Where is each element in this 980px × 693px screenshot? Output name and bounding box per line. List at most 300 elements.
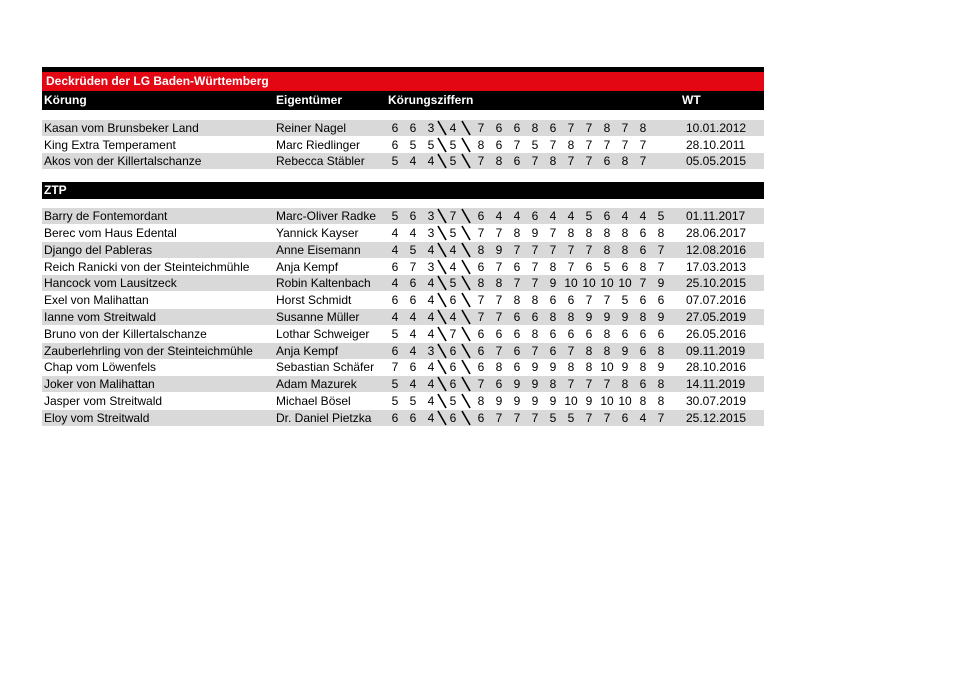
score-digit: 5 bbox=[391, 326, 399, 341]
score-digit: 9 bbox=[657, 360, 665, 375]
score-digit: 5 bbox=[391, 393, 399, 408]
score-digit: 7 bbox=[639, 276, 647, 291]
separator-slash bbox=[461, 153, 471, 169]
score-digit: 9 bbox=[621, 343, 629, 358]
score-digit: 8 bbox=[603, 326, 611, 341]
score-digit: 6 bbox=[391, 259, 399, 274]
score-digit: 8 bbox=[657, 377, 665, 392]
owner-name: Adam Mazurek bbox=[276, 377, 357, 392]
score-digit: 7 bbox=[495, 225, 503, 240]
wt-date: 17.03.2013 bbox=[686, 259, 747, 274]
score-digit: 5 bbox=[549, 410, 557, 425]
score-digit: 5 bbox=[657, 209, 665, 224]
wt-date: 25.12.2015 bbox=[686, 410, 747, 425]
dog-name: Django del Pableras bbox=[44, 242, 153, 257]
separator-slash bbox=[437, 326, 447, 342]
score-digit: 4 bbox=[639, 410, 647, 425]
score-digit: 4 bbox=[427, 242, 435, 257]
separator-slash bbox=[437, 376, 447, 392]
score-digit: 6 bbox=[495, 120, 503, 135]
score-digit: 7 bbox=[621, 137, 629, 152]
score-digit: 4 bbox=[427, 276, 435, 291]
score-digit: 8 bbox=[495, 360, 503, 375]
score-digit: 7 bbox=[495, 293, 503, 308]
score-digit: 7 bbox=[495, 259, 503, 274]
score-digit: 8 bbox=[621, 154, 629, 169]
score-digit: 3 bbox=[427, 225, 435, 240]
score-digit: 8 bbox=[567, 309, 575, 324]
table-row bbox=[42, 259, 764, 275]
score-digit: 8 bbox=[657, 343, 665, 358]
score-digit: 6 bbox=[391, 137, 399, 152]
score-digit: 4 bbox=[495, 209, 503, 224]
score-digit: 5 bbox=[567, 410, 575, 425]
owner-name: Horst Schmidt bbox=[276, 293, 352, 308]
score-digit: 6 bbox=[409, 293, 417, 308]
score-digit: 8 bbox=[567, 360, 575, 375]
score-digit: 9 bbox=[495, 242, 503, 257]
score-digit: 7 bbox=[585, 410, 593, 425]
score-digit: 6 bbox=[621, 410, 629, 425]
score-digit: 10 bbox=[564, 276, 578, 291]
score-digit: 7 bbox=[513, 276, 521, 291]
score-digit: 8 bbox=[639, 259, 647, 274]
score-digit: 6 bbox=[639, 343, 647, 358]
score-digit: 8 bbox=[549, 377, 557, 392]
table-row bbox=[42, 225, 764, 241]
header-koerung: Körung bbox=[44, 93, 87, 107]
score-digit: 5 bbox=[391, 154, 399, 169]
score-digit: 7 bbox=[639, 137, 647, 152]
score-digit: 6 bbox=[513, 343, 521, 358]
dog-name: Reich Ranicki von der Steinteichmühle bbox=[44, 259, 250, 274]
score-digit: 4 bbox=[409, 154, 417, 169]
score-digit: 10 bbox=[600, 360, 614, 375]
score-digit: 7 bbox=[603, 293, 611, 308]
score-digit: 8 bbox=[549, 154, 557, 169]
score-digit: 8 bbox=[603, 225, 611, 240]
separator-slash bbox=[461, 359, 471, 375]
dog-name: King Extra Temperament bbox=[44, 137, 176, 152]
dog-name: Akos von der Killertalschanze bbox=[44, 154, 202, 169]
score-digit: 7 bbox=[477, 309, 485, 324]
table-row bbox=[42, 309, 764, 325]
table-title: Deckrüden der LG Baden-Württemberg bbox=[42, 72, 764, 91]
table-row bbox=[42, 208, 764, 224]
score-digit: 5 bbox=[449, 393, 457, 408]
score-digit: 4 bbox=[391, 225, 399, 240]
score-digit: 5 bbox=[449, 276, 457, 291]
score-digit: 8 bbox=[621, 225, 629, 240]
score-digit: 8 bbox=[477, 242, 485, 257]
dog-name: Jasper vom Streitwald bbox=[44, 393, 163, 408]
score-digit: 7 bbox=[585, 242, 593, 257]
score-digit: 9 bbox=[531, 360, 539, 375]
wt-date: 14.11.2019 bbox=[686, 377, 746, 392]
score-digit: 5 bbox=[391, 209, 399, 224]
score-digit: 4 bbox=[427, 377, 435, 392]
score-digit: 3 bbox=[427, 259, 435, 274]
score-digit: 6 bbox=[449, 360, 457, 375]
score-digit: 5 bbox=[409, 242, 417, 257]
owner-name: Sebastian Schäfer bbox=[276, 360, 375, 375]
score-digit: 6 bbox=[477, 259, 485, 274]
owner-name: Marc Riedlinger bbox=[276, 137, 361, 152]
score-digit: 7 bbox=[531, 259, 539, 274]
score-digit: 6 bbox=[513, 309, 521, 324]
score-digit: 8 bbox=[531, 326, 539, 341]
score-digit: 4 bbox=[427, 360, 435, 375]
wt-date: 27.05.2019 bbox=[686, 309, 747, 324]
owner-name: Rebecca Stäbler bbox=[276, 154, 365, 169]
score-digit: 5 bbox=[449, 137, 457, 152]
score-digit: 7 bbox=[477, 377, 485, 392]
score-digit: 8 bbox=[585, 360, 593, 375]
separator-slash bbox=[461, 120, 471, 136]
score-digit: 5 bbox=[621, 293, 629, 308]
score-digit: 9 bbox=[585, 309, 593, 324]
score-digit: 6 bbox=[531, 309, 539, 324]
score-digit: 6 bbox=[391, 293, 399, 308]
score-digit: 7 bbox=[391, 360, 399, 375]
wt-date: 01.11.2017 bbox=[686, 209, 746, 224]
wt-date: 28.10.2016 bbox=[686, 360, 747, 375]
score-digit: 9 bbox=[585, 393, 593, 408]
separator-slash bbox=[461, 326, 471, 342]
score-digit: 7 bbox=[603, 377, 611, 392]
score-digit: 8 bbox=[639, 309, 647, 324]
score-digit: 8 bbox=[639, 360, 647, 375]
header-wt: WT bbox=[682, 93, 701, 107]
score-digit: 7 bbox=[567, 154, 575, 169]
score-digit: 4 bbox=[567, 209, 575, 224]
score-digit: 9 bbox=[513, 377, 521, 392]
wt-date: 09.11.2019 bbox=[686, 343, 746, 358]
score-digit: 10 bbox=[600, 276, 614, 291]
score-digit: 8 bbox=[513, 293, 521, 308]
score-digit: 6 bbox=[513, 120, 521, 135]
score-digit: 6 bbox=[585, 326, 593, 341]
score-digit: 7 bbox=[639, 154, 647, 169]
score-digit: 7 bbox=[449, 326, 457, 341]
separator-slash bbox=[461, 309, 471, 325]
score-digit: 7 bbox=[549, 242, 557, 257]
wt-date: 05.05.2015 bbox=[686, 154, 747, 169]
score-digit: 8 bbox=[567, 137, 575, 152]
separator-slash bbox=[437, 359, 447, 375]
score-digit: 4 bbox=[427, 393, 435, 408]
owner-name: Marc-Oliver Radke bbox=[276, 209, 377, 224]
score-digit: 7 bbox=[495, 343, 503, 358]
score-digit: 10 bbox=[582, 276, 596, 291]
separator-slash bbox=[437, 137, 447, 153]
score-digit: 9 bbox=[621, 360, 629, 375]
score-digit: 5 bbox=[449, 225, 457, 240]
score-digit: 4 bbox=[513, 209, 521, 224]
table-row bbox=[42, 292, 764, 308]
score-digit: 6 bbox=[549, 293, 557, 308]
score-digit: 3 bbox=[427, 120, 435, 135]
score-digit: 6 bbox=[495, 137, 503, 152]
dog-name: Kasan vom Brunsbeker Land bbox=[44, 120, 199, 135]
score-digit: 8 bbox=[477, 393, 485, 408]
score-digit: 9 bbox=[657, 309, 665, 324]
separator-slash bbox=[461, 275, 471, 291]
score-digit: 8 bbox=[657, 225, 665, 240]
wt-date: 28.10.2011 bbox=[686, 137, 746, 152]
score-digit: 7 bbox=[449, 209, 457, 224]
score-digit: 8 bbox=[621, 242, 629, 257]
separator-slash bbox=[437, 410, 447, 426]
score-digit: 4 bbox=[449, 259, 457, 274]
separator-slash bbox=[437, 292, 447, 308]
score-digit: 6 bbox=[513, 360, 521, 375]
wt-date: 07.07.2016 bbox=[686, 293, 747, 308]
score-digit: 4 bbox=[427, 309, 435, 324]
separator-slash bbox=[437, 309, 447, 325]
score-digit: 7 bbox=[513, 137, 521, 152]
dog-name: Bruno von der Killertalschanze bbox=[44, 326, 207, 341]
owner-name: Dr. Daniel Pietzka bbox=[276, 410, 372, 425]
score-digit: 7 bbox=[549, 137, 557, 152]
score-digit: 6 bbox=[567, 293, 575, 308]
header-eigentuemer: Eigentümer bbox=[276, 93, 343, 107]
score-digit: 6 bbox=[495, 377, 503, 392]
score-digit: 8 bbox=[603, 343, 611, 358]
score-digit: 4 bbox=[409, 225, 417, 240]
score-digit: 7 bbox=[549, 225, 557, 240]
separator-slash bbox=[437, 208, 447, 224]
score-digit: 6 bbox=[477, 360, 485, 375]
score-digit: 8 bbox=[657, 393, 665, 408]
dog-name: Zauberlehrling von der Steinteichmühle bbox=[44, 343, 253, 358]
score-digit: 6 bbox=[391, 120, 399, 135]
score-digit: 6 bbox=[621, 259, 629, 274]
score-digit: 7 bbox=[657, 410, 665, 425]
table-row bbox=[42, 393, 764, 409]
table-row bbox=[42, 326, 764, 342]
table-row bbox=[42, 120, 764, 136]
score-digit: 8 bbox=[621, 377, 629, 392]
owner-name: Susanne Müller bbox=[276, 309, 360, 324]
separator-slash bbox=[461, 393, 471, 409]
table-row bbox=[42, 242, 764, 258]
score-digit: 5 bbox=[391, 377, 399, 392]
score-digit: 6 bbox=[409, 209, 417, 224]
separator-slash bbox=[461, 259, 471, 275]
score-digit: 5 bbox=[603, 259, 611, 274]
score-digit: 7 bbox=[567, 242, 575, 257]
koerung-rows bbox=[42, 120, 764, 170]
score-digit: 7 bbox=[585, 120, 593, 135]
score-digit: 4 bbox=[409, 326, 417, 341]
score-digit: 7 bbox=[513, 410, 521, 425]
header-koerungsziffern: Körungsziffern bbox=[388, 93, 474, 107]
separator-slash bbox=[461, 410, 471, 426]
wt-date: 26.05.2016 bbox=[686, 326, 747, 341]
score-digit: 6 bbox=[477, 326, 485, 341]
wt-date: 12.08.2016 bbox=[686, 242, 747, 257]
separator-slash bbox=[461, 343, 471, 359]
score-digit: 9 bbox=[621, 309, 629, 324]
wt-date: 25.10.2015 bbox=[686, 276, 747, 291]
score-digit: 6 bbox=[603, 154, 611, 169]
score-digit: 6 bbox=[409, 410, 417, 425]
score-digit: 6 bbox=[495, 326, 503, 341]
score-digit: 6 bbox=[657, 293, 665, 308]
separator-slash bbox=[437, 242, 447, 258]
score-digit: 7 bbox=[531, 276, 539, 291]
dog-name: Eloy vom Streitwald bbox=[44, 410, 150, 425]
score-digit: 7 bbox=[531, 242, 539, 257]
score-digit: 6 bbox=[639, 225, 647, 240]
dog-name: Ianne vom Streitwald bbox=[44, 309, 157, 324]
score-digit: 8 bbox=[567, 225, 575, 240]
score-digit: 7 bbox=[567, 343, 575, 358]
score-digit: 4 bbox=[409, 343, 417, 358]
score-digit: 6 bbox=[549, 120, 557, 135]
owner-name: Anja Kempf bbox=[276, 259, 339, 274]
score-digit: 8 bbox=[477, 137, 485, 152]
owner-name: Lothar Schweiger bbox=[276, 326, 370, 341]
table-row bbox=[42, 410, 764, 426]
score-digit: 6 bbox=[513, 259, 521, 274]
score-digit: 8 bbox=[549, 309, 557, 324]
score-digit: 8 bbox=[603, 242, 611, 257]
score-digit: 7 bbox=[603, 137, 611, 152]
separator-slash bbox=[437, 343, 447, 359]
table-row bbox=[42, 343, 764, 359]
score-digit: 6 bbox=[657, 326, 665, 341]
score-digit: 7 bbox=[567, 259, 575, 274]
score-digit: 4 bbox=[449, 242, 457, 257]
dog-name: Exel von Malihattan bbox=[44, 293, 149, 308]
score-digit: 7 bbox=[603, 410, 611, 425]
score-digit: 6 bbox=[449, 410, 457, 425]
score-digit: 8 bbox=[531, 120, 539, 135]
score-digit: 4 bbox=[409, 377, 417, 392]
score-digit: 7 bbox=[585, 137, 593, 152]
score-digit: 8 bbox=[603, 120, 611, 135]
score-digit: 10 bbox=[618, 276, 632, 291]
score-digit: 8 bbox=[549, 259, 557, 274]
score-digit: 10 bbox=[600, 393, 614, 408]
score-digit: 4 bbox=[427, 293, 435, 308]
score-digit: 9 bbox=[531, 377, 539, 392]
dog-name: Berec vom Haus Edental bbox=[44, 225, 177, 240]
score-digit: 7 bbox=[657, 242, 665, 257]
score-digit: 8 bbox=[585, 225, 593, 240]
score-digit: 4 bbox=[391, 276, 399, 291]
score-digit: 6 bbox=[477, 209, 485, 224]
score-digit: 8 bbox=[639, 393, 647, 408]
score-digit: 4 bbox=[449, 120, 457, 135]
dog-name: Joker von Malihattan bbox=[44, 377, 155, 392]
owner-name: Michael Bösel bbox=[276, 393, 351, 408]
table-row bbox=[42, 137, 764, 153]
score-digit: 7 bbox=[477, 225, 485, 240]
score-digit: 6 bbox=[391, 343, 399, 358]
score-digit: 6 bbox=[477, 410, 485, 425]
separator-slash bbox=[461, 137, 471, 153]
score-digit: 6 bbox=[409, 120, 417, 135]
score-digit: 7 bbox=[657, 259, 665, 274]
separator-slash bbox=[437, 120, 447, 136]
score-digit: 6 bbox=[477, 343, 485, 358]
score-digit: 4 bbox=[391, 309, 399, 324]
score-digit: 9 bbox=[531, 225, 539, 240]
score-digit: 8 bbox=[585, 343, 593, 358]
score-digit: 5 bbox=[449, 154, 457, 169]
score-digit: 7 bbox=[585, 154, 593, 169]
score-digit: 3 bbox=[427, 343, 435, 358]
score-digit: 6 bbox=[409, 276, 417, 291]
score-digit: 9 bbox=[549, 276, 557, 291]
score-digit: 6 bbox=[449, 293, 457, 308]
score-digit: 7 bbox=[477, 120, 485, 135]
dog-name: Hancock vom Lausitzeck bbox=[44, 276, 177, 291]
score-digit: 5 bbox=[409, 393, 417, 408]
table-row bbox=[42, 275, 764, 291]
score-digit: 6 bbox=[549, 343, 557, 358]
score-digit: 7 bbox=[495, 410, 503, 425]
separator-slash bbox=[437, 393, 447, 409]
score-digit: 4 bbox=[409, 309, 417, 324]
score-digit: 6 bbox=[639, 326, 647, 341]
score-digit: 7 bbox=[477, 154, 485, 169]
score-digit: 6 bbox=[531, 209, 539, 224]
score-digit: 9 bbox=[495, 393, 503, 408]
wt-date: 10.01.2012 bbox=[686, 120, 747, 135]
score-digit: 6 bbox=[639, 242, 647, 257]
score-digit: 6 bbox=[513, 326, 521, 341]
separator-slash bbox=[437, 225, 447, 241]
table-row bbox=[42, 359, 764, 375]
score-digit: 4 bbox=[427, 410, 435, 425]
separator-slash bbox=[461, 208, 471, 224]
score-digit: 7 bbox=[531, 343, 539, 358]
score-digit: 7 bbox=[531, 154, 539, 169]
score-digit: 4 bbox=[449, 309, 457, 324]
score-digit: 8 bbox=[477, 276, 485, 291]
owner-name: Yannick Kayser bbox=[276, 225, 359, 240]
score-digit: 4 bbox=[427, 154, 435, 169]
table-row bbox=[42, 153, 764, 169]
score-digit: 5 bbox=[531, 137, 539, 152]
wt-date: 28.06.2017 bbox=[686, 225, 747, 240]
score-digit: 7 bbox=[495, 309, 503, 324]
wt-date: 30.07.2019 bbox=[686, 393, 747, 408]
ztp-rows bbox=[42, 208, 764, 426]
score-digit: 6 bbox=[585, 259, 593, 274]
score-digit: 8 bbox=[531, 293, 539, 308]
score-digit: 7 bbox=[585, 377, 593, 392]
owner-name: Anne Eisemann bbox=[276, 242, 361, 257]
score-digit: 9 bbox=[549, 360, 557, 375]
score-digit: 10 bbox=[564, 393, 578, 408]
score-digit: 6 bbox=[549, 326, 557, 341]
dog-name: Barry de Fontemordant bbox=[44, 209, 168, 224]
score-digit: 4 bbox=[549, 209, 557, 224]
stud-dog-table bbox=[42, 67, 764, 426]
score-digit: 8 bbox=[495, 154, 503, 169]
score-digit: 6 bbox=[449, 377, 457, 392]
score-digit: 9 bbox=[513, 393, 521, 408]
separator-slash bbox=[461, 292, 471, 308]
score-digit: 6 bbox=[639, 377, 647, 392]
score-digit: 9 bbox=[549, 393, 557, 408]
score-digit: 8 bbox=[639, 120, 647, 135]
